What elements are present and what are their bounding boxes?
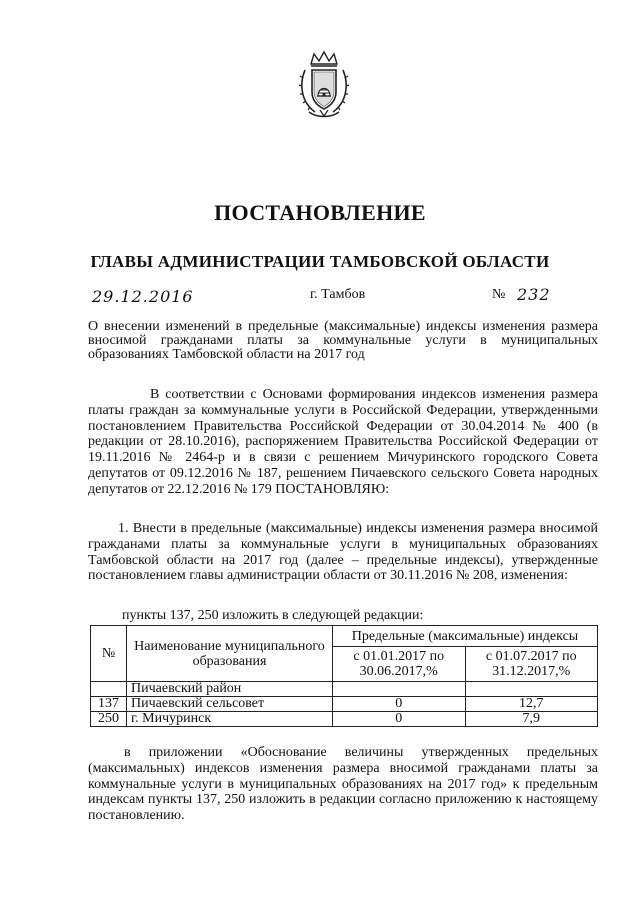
coat-of-arms-emblem-icon [297, 50, 351, 120]
row-name: г. Мичуринск [127, 712, 333, 727]
item-1-sub-paragraph: пункты 137, 250 изложить в следующей редакции: [122, 608, 424, 623]
row-value-1 [333, 682, 466, 697]
table-row [91, 712, 598, 727]
row-number [91, 682, 127, 697]
row-name: Пичаевский сельсовет [127, 697, 333, 712]
table-row [91, 697, 598, 712]
table-row [91, 682, 598, 697]
document-subject: О внесении изменений в предельные (максимальные) индексы изменения размера вносимой гражданами платы за коммунальные услуги в муниципальных образованиях Тамбовской области на 2017 год [88, 319, 598, 362]
document-title: ПОСТАНОВЛЕНИЕ [214, 200, 426, 225]
table-header-period-1: с 01.01.2017 по 30.06.2017,% [333, 647, 466, 682]
row-value-2 [465, 682, 598, 697]
indices-table [90, 625, 598, 727]
document-date: 29.12.2016 [92, 287, 194, 306]
document-number: 232 [517, 285, 551, 304]
preamble-paragraph: В соответствии с Основами формирования индексов изменения размера платы граждан за коммунальные услуги в Российской Федерации, утвержденными постановлением Правительства Российской Федерации от 30.04.2014 № 400 (в редакции от 28.10.2016), распоряжением Правительства Российской Федерации от 19.11.2016 № 2464-р и в связи с решением Мичуринского городского Совета депутатов от 09.12.2016 № 187, решением Пичаевского сельского Совета народных депутатов от 22.12.2016 № 179 ПОСТАНОВЛЯЮ: [88, 387, 598, 497]
row-value-2: 7,9 [465, 712, 598, 727]
row-name: Пичаевский район [127, 682, 333, 697]
item-1-paragraph: 1. Внести в предельные (максимальные) индексы изменения размера вносимой гражданами платы за коммунальные услуги в муниципальных образованиях Тамбовской области на 2017 год (далее – предельные индексы), утвержденные постановлением главы администрации области от 30.11.2016 № 208, изменения: [88, 521, 598, 584]
table-header-name: Наименование муниципального образования [127, 626, 333, 682]
table-header-period-2: с 01.07.2017 по 31.12.2017,% [465, 647, 598, 682]
row-value-1: 0 [333, 712, 466, 727]
row-value-2: 12,7 [465, 697, 598, 712]
closing-paragraph: в приложении «Обоснование величины утвержденных предельных (максимальных) индексов изменения размера вносимой гражданами платы за коммунальные услуги в муниципальных образованиях на 2017 год» к предельным индексам пункты 137, 250 изложить в редакции согласно приложению к настоящему постановлению. [88, 745, 598, 824]
table-header-group: Предельные (максимальные) индексы [333, 626, 598, 647]
row-number: 250 [91, 712, 127, 727]
row-number: 137 [91, 697, 127, 712]
table-header-number: № [91, 626, 127, 682]
document-number-label: № [492, 287, 506, 302]
document-subtitle: ГЛАВЫ АДМИНИСТРАЦИИ ТАМБОВСКОЙ ОБЛАСТИ [90, 252, 550, 271]
document-city: г. Тамбов [310, 287, 366, 302]
row-value-1: 0 [333, 697, 466, 712]
